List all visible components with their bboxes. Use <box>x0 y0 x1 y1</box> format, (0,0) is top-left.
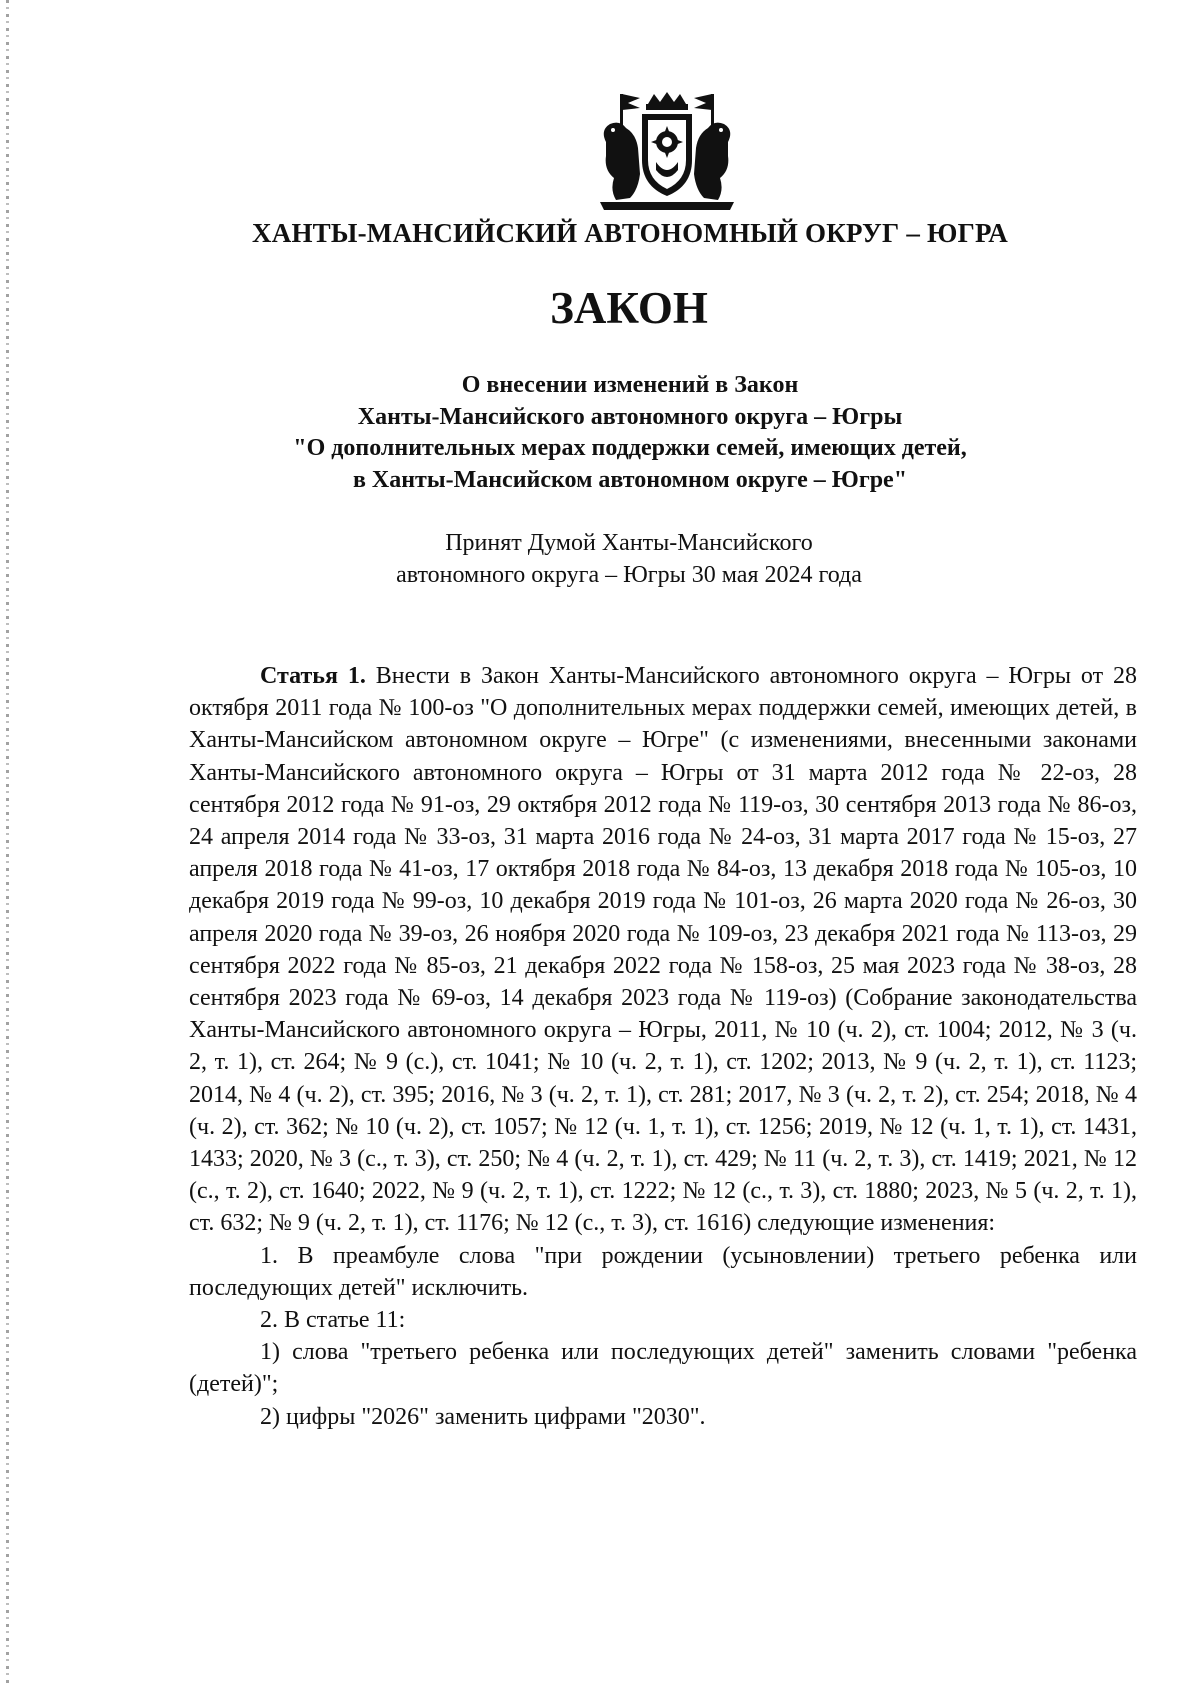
document-type: ЗАКОН <box>550 283 708 333</box>
amendment-item: 2. В статье 11: <box>260 1307 406 1334</box>
law-title-line: в Ханты-Мансийском автономном округе – Югре" <box>352 466 908 493</box>
adoption-line: Принят Думой Ханты-Мансийского <box>445 530 813 556</box>
article-1-label: Статья 1. <box>260 663 366 689</box>
law-title-line: Ханты-Мансийского автономного округа – Югры <box>357 403 903 430</box>
article-1-paragraph <box>189 660 1137 1240</box>
scan-edge <box>6 0 9 1685</box>
adoption-note <box>0 527 1200 591</box>
article-1-text: Внести в Закон Ханты-Мансийского автономного округа – Югры от 28 октября 2011 года № 100-оз "О дополнительных мерах поддержки семей, имеющих детей, в Ханты-Мансийском автономном округе – Югре" (с изменениями, внесенными законами Ханты-Мансийского автономного округа – Югры от 31 марта 2012 года № 22-оз, 28 сентября 2012 года № 91-оз, 29 октября 2012 года № 119-оз, 30 сентября 2013 года № 86-оз, 24 апреля 2014 года № 33-оз, 31 марта 2016 года № 24-оз, 31 марта 2017 года № 15-оз, 27 апреля 2018 года № 41-оз, 17 октября 2018 года № 84-оз, 13 декабря 2018 года № 105-оз, 10 декабря 2019 года № 99-оз, 10 декабря 2019 года № 101-оз, 26 марта 2020 года № 26-оз, 30 апреля 2020 года № 39-оз, 26 ноября 2020 года № 109-оз, 23 декабря 2021 года № 113-оз, 29 сентября 2022 года № 85-оз, 21 декабря 2022 года № 158-оз, 25 мая 2023 года № 38-оз, 28 сентября 2023 года № 69-оз, 14 декабря 2023 года № 119-оз) (Собрание законодательства Ханты-Мансийского автономного округа – Югры, 2011, № 10 (ч. 2), ст. 1004; 2012, № 3 (ч. 2, т. 1), ст. 264; № 9 (с.), ст. 1041; № 10 (ч. 2, т. 1), ст. 1202; 2013, № 9 (ч. 2, т. 1), ст. 1123; 2014, № 4 (ч. 2), ст. 395; 2016, № 3 (ч. 2, т. 1), ст. 281; 2017, № 3 (ч. 2, т. 2), ст. 254; 2018, № 4 (ч. 2), ст. 362; № 10 (ч. 2), ст. 1057; № 12 (ч. 1, т. 1), ст. 1256; 2019, № 12 (ч. 1, т. 1), ст. 1431, 1433; 2020, № 3 (с., т. 3), ст. 250; № 4 (ч. 2, т. 1), ст. 429; № 11 (ч. 2, т. 3), ст. 1419; 2021, № 12 (с., т. 2), ст. 1640; 2022, № 9 (ч. 2, т. 1), ст. 1222; № 12 (с., т. 3), ст. 1880; 2023, № 5 (ч. 2, т. 1), ст. 632; № 9 (ч. 2, т. 1), ст. 1176; № 12 (с., т. 3), ст. 1616) следующие изменения: <box>189 663 1137 1237</box>
adoption-line: автономного округа – Югры 30 мая 2024 года <box>396 562 862 588</box>
region-title: ХАНТЫ-МАНСИЙСКИЙ АВТОНОМНЫЙ ОКРУГ – ЮГРА <box>252 218 1008 248</box>
law-title-line: О внесении изменений в Закон <box>461 372 799 398</box>
law-title-line: "О дополнительных мерах поддержки семей, имеющих детей, <box>293 435 967 461</box>
law-title <box>0 370 1200 496</box>
amendment-item: 1. В преамбуле слова "при рождении (усыновлении) третьего ребенка или последующих детей" исключить. <box>189 1242 1137 1301</box>
law-body <box>189 660 1137 1433</box>
coat-of-arms-emblem <box>586 90 748 212</box>
amendment-item: 2) цифры "2026" заменить цифрами "2030". <box>260 1403 706 1430</box>
amendment-item: 1) слова "третьего ребенка или последующих детей" заменить словами "ребенка (детей)"; <box>189 1339 1137 1398</box>
